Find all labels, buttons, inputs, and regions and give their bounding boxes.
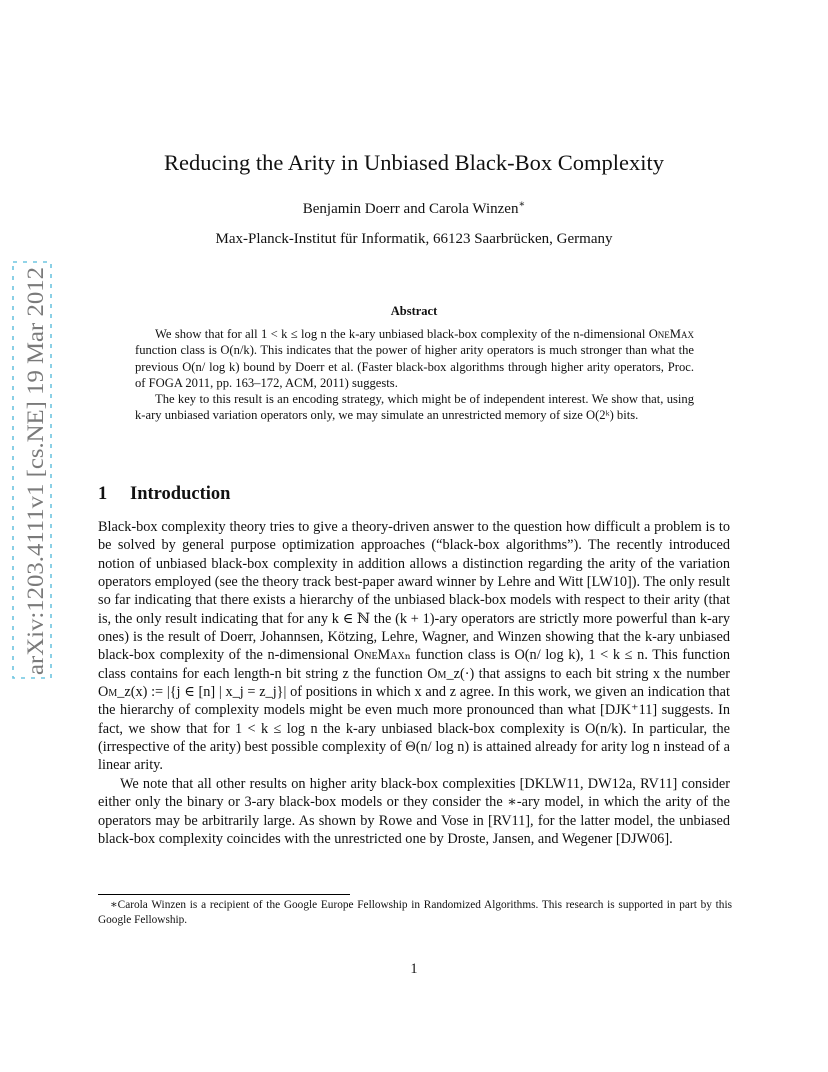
section-title: Introduction [130,484,231,504]
om-term: Om [427,665,447,682]
intro-paragraph-1 [98,518,730,775]
om-term: Om [98,684,118,701]
intro-text: Black-box complexity theory tries to give a theory-driven answer to the question how difficult a problem is to be solved by general purpose optimization approaches (“black-box algorithms”). The recently introduced notion of unbiased black-box complexity in addition allows a distinction regarding the arity of the variation operators employed (see the theory track best-paper award winner by Lehre and Witt [LW10]). The only result so far indicating that there exists a hierarchy of the unbiased black-box models with respect to their arity (that is, the only result indicating that for any k ∈ ℕ the (k + 1)-ary operators are strictly more powerful than k-ary ones) is the result of Doerr, Johannsen, Kötzing, Lehre, Wagner, and Winzen showing that the k-ary unbiased black-box complexity of the n-dimensional [98,519,730,664]
arxiv-stamp-text: arXiv:1203.4111v1 [cs.NE] 19 Mar 2012 [23,295,48,675]
footnote-mark: ∗ [518,199,526,210]
page-number: 1 [410,961,418,977]
arxiv-sidebar-stamp [10,260,54,680]
onemax-term: OneMax [648,327,694,341]
paper-authors [0,199,828,218]
abstract-body [135,326,694,424]
intro-text: _z(·) that assigns to each bit string x the number [446,665,730,682]
section-number: 1 [98,484,108,504]
abstract-paragraph-2: The key to this result is an encoding strategy, which might be of independent interest. We show that, using k-ary unbiased variation operators only, we may simulate an unrestricted memory of size O(2ᵏ) bits. [135,392,694,423]
abstract-paragraph-1 [135,326,694,391]
intro-text: _z(x) := |{j ∈ [n] | x_j = z_j}| of positions in which x and z agree. In this work, we given an indication that the hierarchy of complexity models might be even much more pronounced than what [DJK⁺11] suggests. In fact, we show that for 1 < k ≤ log n the k-ary unbiased black-box complexity is O(n/k). In particular, the (irrespective of the arity) best possible complexity of Θ(n/ log n) is attained already for arity log n instead of a linear arity. [98,684,730,774]
paper-affiliation: Max-Planck-Institut für Informatik, 66123 Saarbrücken, Germany [215,231,613,247]
intro-paragraph-2: We note that all other results on higher arity black-box complexities [DKLW11, DW12a, RV11] consider either only the binary or 3-ary black-box models or they consider the ∗-ary model, in which the arity of the operators may be arbitrarily large. As shown by Rowe and Vose in [RV11], for the latter model, the unbiased black-box complexity coincides with the unrestricted one by Droste, Jansen, and Wegener [DJW06]. [98,775,730,847]
paper-title: Reducing the Arity in Unbiased Black-Box Complexity [164,150,664,175]
authors-text: Benjamin Doerr and Carola Winzen [302,201,519,217]
abstract-heading: Abstract [390,304,438,318]
footnote-text: ∗Carola Winzen is a recipient of the Google Europe Fellowship in Randomized Algorithms. This research is supported in part by this Google Fellowship. [98,899,732,926]
onemax-term: OneMax [353,647,405,664]
footnote [98,898,732,928]
footnote-rule [98,894,350,895]
abstract-text: function class is O(n/k). This indicates that the power of higher arity operators is much stronger than what the previous O(n/ log k) bound by Doerr et al. (Faster black-box algorithms through higher arity operators, Proc. of FOGA 2011, pp. 163–172, ACM, 2011) suggests. [135,343,694,390]
section-heading-introduction [98,484,230,505]
intro-text: ₙ function class is O(n/ log k), 1 < k ≤ n. This function class contains for each length-n bit string z the function [98,647,730,682]
abstract-text: We show that for all 1 < k ≤ log n the k-ary unbiased black-box complexity of the n-dimensional [155,327,649,341]
introduction-body [98,518,730,848]
